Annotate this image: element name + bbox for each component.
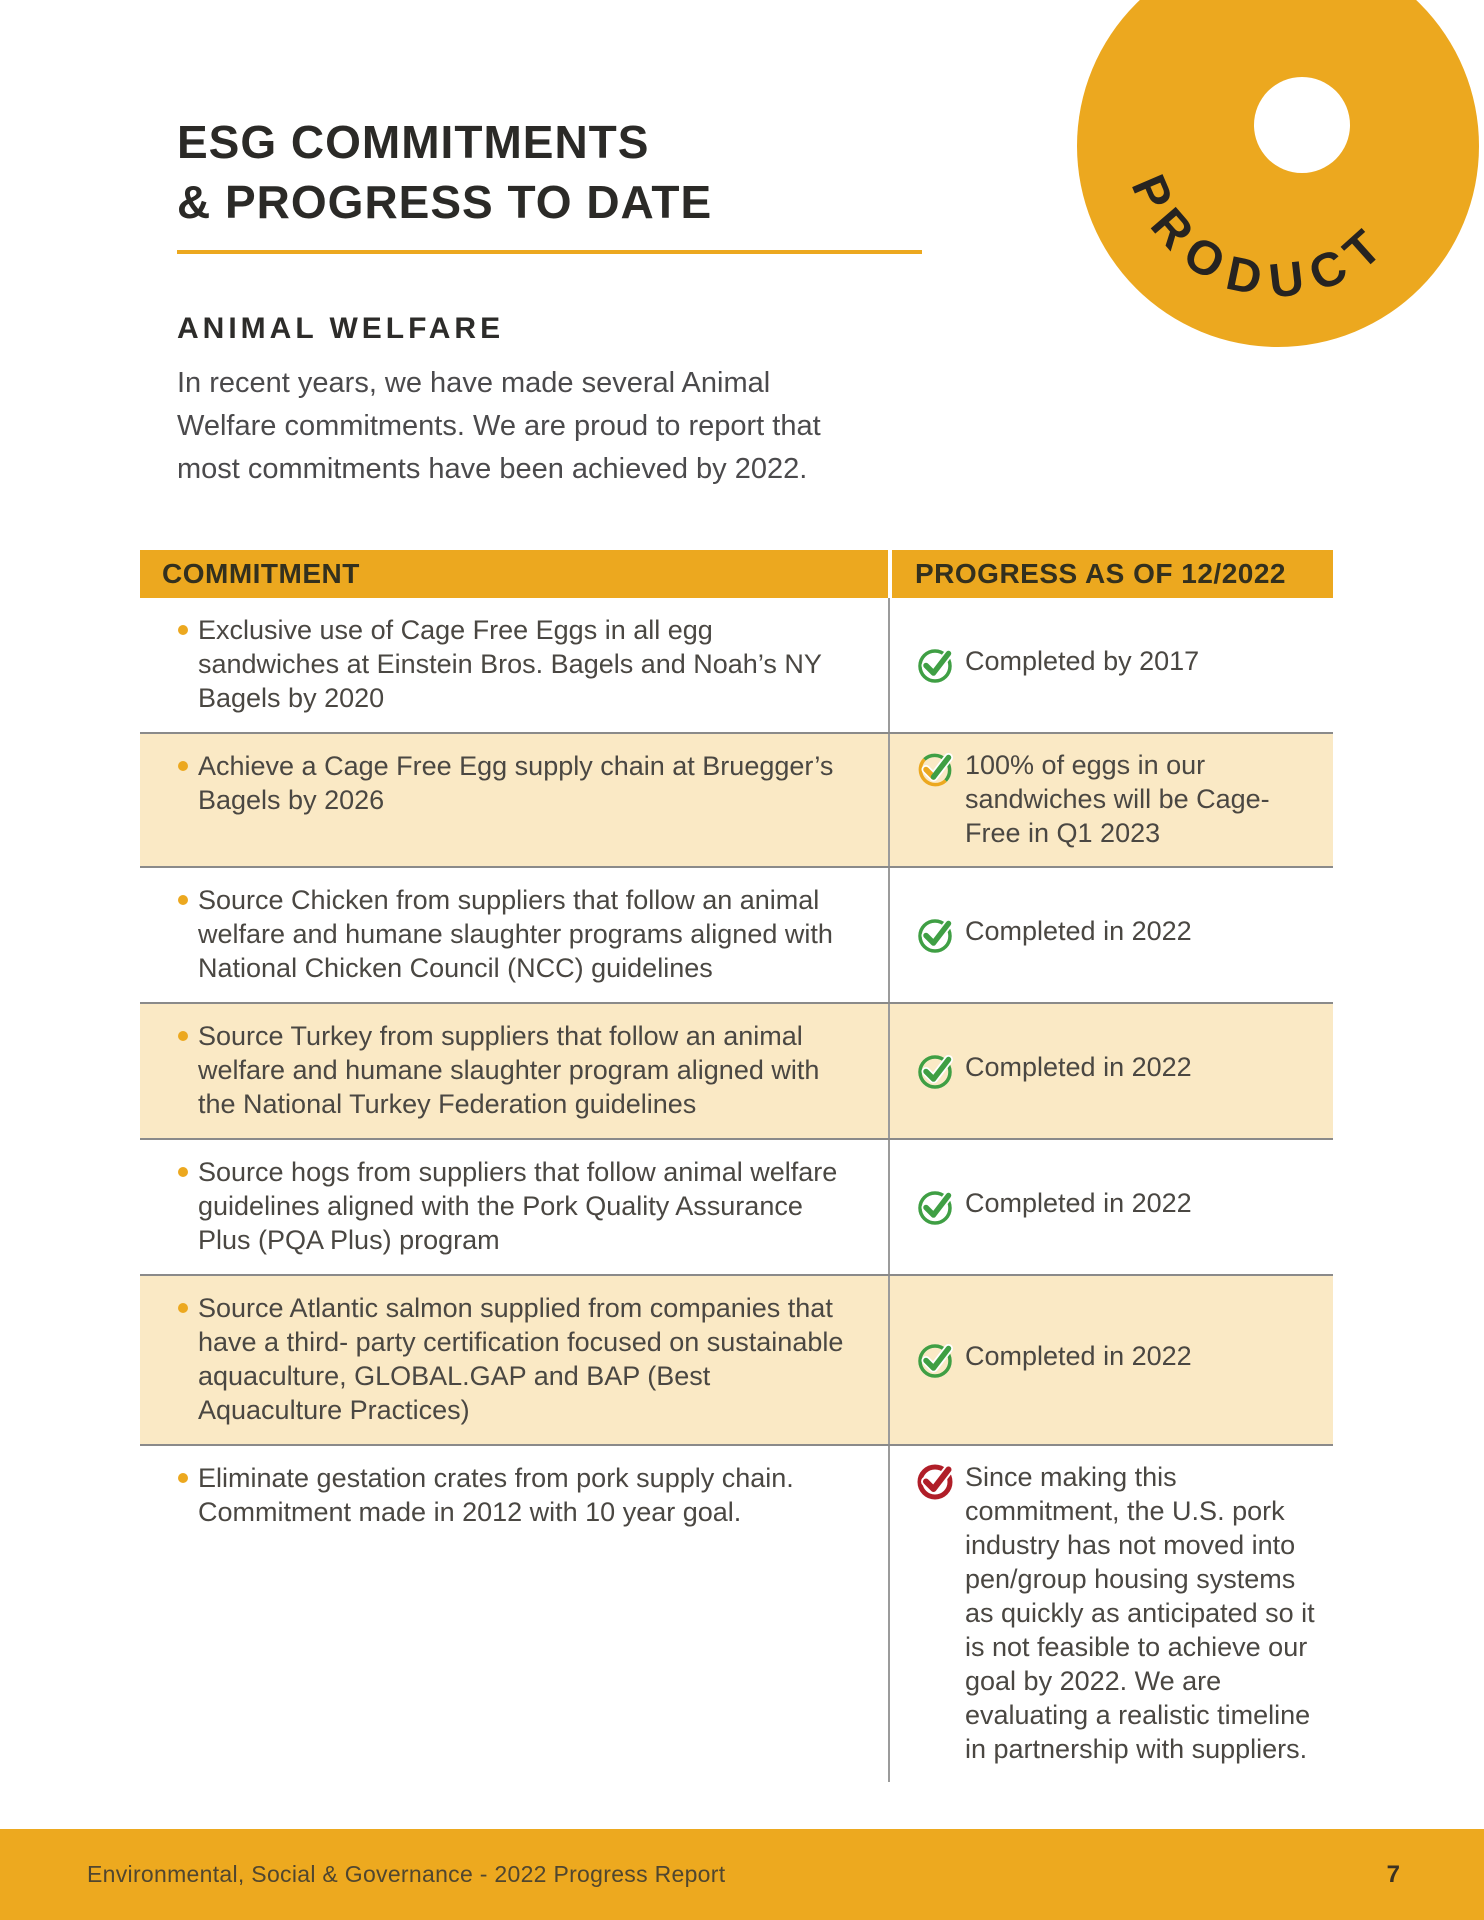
page-title xyxy=(177,112,922,232)
progress-text: Since making this commitment, the U.S. pork industry has not moved into pen/group housing systems as quickly as anticipated so it is not feasible to achieve our goal by 2022. We are evaluating a realistic timeline in partnership with suppliers. xyxy=(965,1462,1315,1764)
commitment-text: Achieve a Cage Free Egg supply chain at Bruegger’s Bagels by 2026 xyxy=(198,751,834,815)
check-circle-green-icon xyxy=(915,1186,955,1226)
green-check-status-icon xyxy=(915,1339,955,1379)
page-footer xyxy=(0,1829,1484,1920)
gold-green-check-status-icon xyxy=(915,748,955,788)
table-header-row xyxy=(140,550,1333,598)
bullet-dot xyxy=(178,1167,188,1177)
bullet-dot xyxy=(178,1473,188,1483)
table-row xyxy=(140,1138,1333,1274)
green-check-status-icon xyxy=(915,1050,955,1090)
badge-hole xyxy=(1254,77,1350,173)
title-underline xyxy=(177,250,922,254)
bullet-dot xyxy=(178,895,188,905)
green-check-status-icon xyxy=(915,644,955,684)
table-header-commitment: COMMITMENT xyxy=(140,550,888,598)
intro-paragraph: In recent years, we have made several Animal Welfare commitments. We are proud to report that most commitments have been achieved by 2022. xyxy=(177,367,821,485)
progress-text: 100% of eggs in our sandwiches will be Cage-Free in Q1 2023 xyxy=(965,750,1270,848)
progress-text: Completed in 2022 xyxy=(965,1188,1192,1218)
section-heading: ANIMAL WELFARE xyxy=(177,312,505,345)
bullet-dot xyxy=(178,625,188,635)
page-title-line2: & PROGRESS TO DATE xyxy=(177,176,713,228)
product-badge-label: PRODUCT xyxy=(1120,167,1402,309)
commitment-text: Source Turkey from suppliers that follow an animal welfare and humane slaughter program aligned with the National Turkey Federation guidelines xyxy=(198,1021,820,1119)
footer-page-number: 7 xyxy=(1386,1860,1400,1888)
table-row xyxy=(140,1274,1333,1444)
table-row xyxy=(140,732,1333,866)
green-check-status-icon xyxy=(915,1186,955,1226)
progress-text: Completed in 2022 xyxy=(965,1052,1192,1082)
table-body xyxy=(140,598,1333,1782)
progress-text: Completed in 2022 xyxy=(965,1341,1192,1371)
bullet-dot xyxy=(178,1031,188,1041)
check-circle-gold-green-icon xyxy=(915,748,955,788)
table-row xyxy=(140,1002,1333,1138)
page-title-line1: ESG COMMITMENTS xyxy=(177,116,650,168)
check-circle-green-icon xyxy=(915,1339,955,1379)
check-circle-green-icon xyxy=(915,644,955,684)
table-row xyxy=(140,598,1333,732)
progress-text: Completed in 2022 xyxy=(965,916,1192,946)
table-row xyxy=(140,1444,1333,1782)
table-row xyxy=(140,866,1333,1002)
header-block xyxy=(177,112,922,491)
commitment-text: Source Atlantic salmon supplied from companies that have a third- party certification focused on sustainable aquaculture, GLOBAL.GAP and BAP (Best Aquaculture Practices) xyxy=(198,1293,844,1425)
progress-text: Completed by 2017 xyxy=(965,646,1200,676)
check-circle-green-icon xyxy=(915,1050,955,1090)
commitment-text: Source hogs from suppliers that follow animal welfare guidelines aligned with the Pork Quality Assurance Plus (PQA Plus) program xyxy=(198,1157,838,1255)
green-check-status-icon xyxy=(915,914,955,954)
check-circle-green-icon xyxy=(915,914,955,954)
check-circle-red-icon xyxy=(915,1460,955,1500)
table-header-progress: PROGRESS AS OF 12/2022 xyxy=(888,550,1333,598)
commitment-text: Source Chicken from suppliers that follow an animal welfare and humane slaughter programs aligned with National Chicken Council (NCC) guidelines xyxy=(198,885,833,983)
commitment-text: Exclusive use of Cage Free Eggs in all egg sandwiches at Einstein Bros. Bagels and Noah’s NY Bagels by 2020 xyxy=(198,615,822,713)
commitment-text: Eliminate gestation crates from pork supply chain. Commitment made in 2012 with 10 year goal. xyxy=(198,1463,794,1527)
footer-report-title: Environmental, Social & Governance - 2022 Progress Report xyxy=(87,1861,726,1887)
bullet-dot xyxy=(178,761,188,771)
commitments-table xyxy=(140,550,1333,1782)
product-badge xyxy=(984,0,1484,360)
bullet-dot xyxy=(178,1303,188,1313)
red-check-status-icon xyxy=(915,1460,955,1500)
